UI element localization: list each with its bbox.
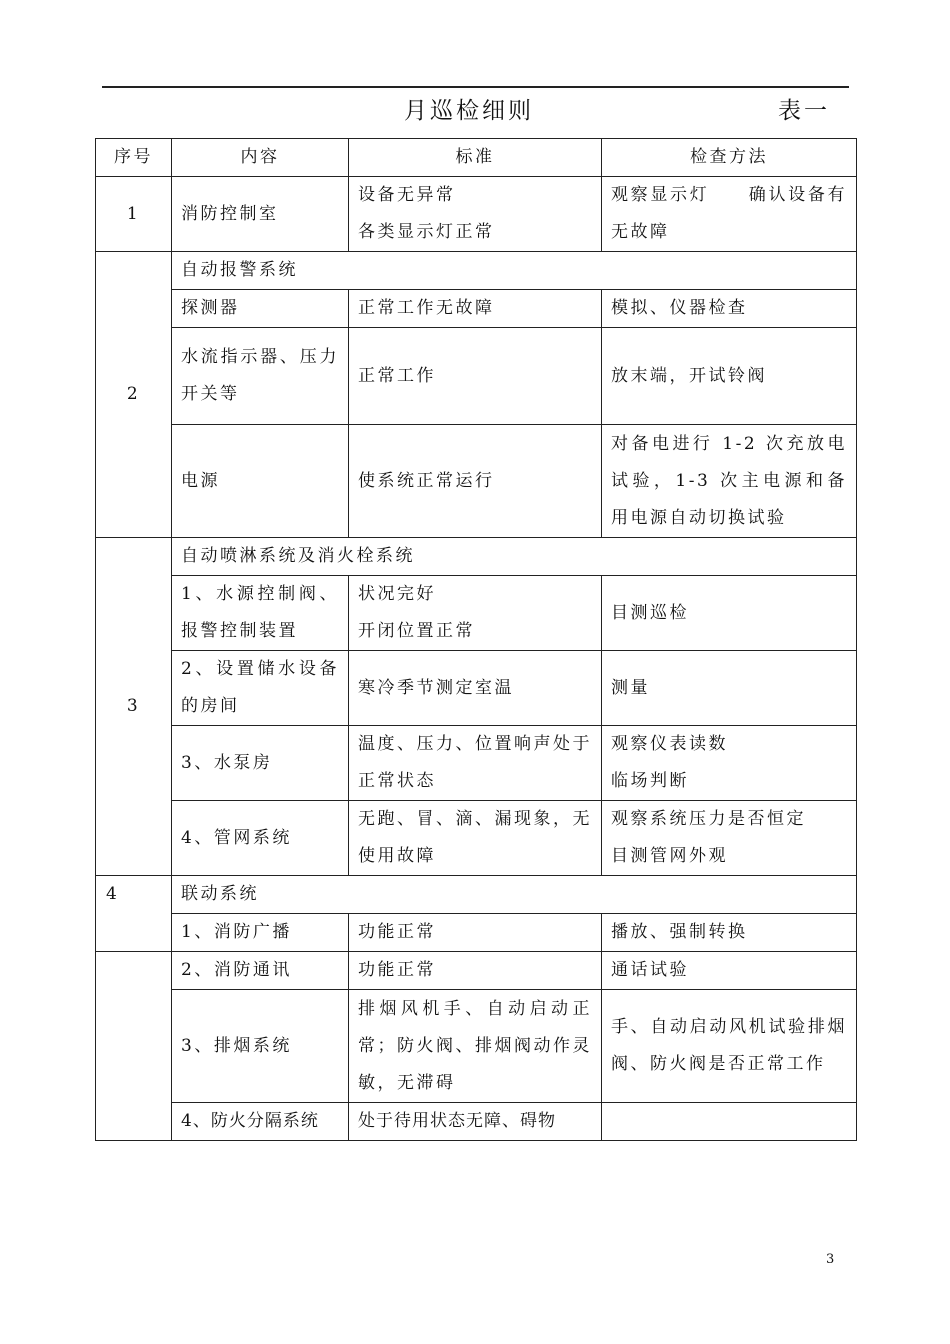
row-content: 3、水泵房 bbox=[172, 726, 349, 801]
table-row bbox=[96, 952, 857, 990]
header-standard: 标准 bbox=[349, 139, 602, 177]
header-method: 检查方法 bbox=[602, 139, 857, 177]
section-title: 联动系统 bbox=[172, 876, 857, 914]
row-method: 对备电进行 1-2 次充放电试验，1-3 次主电源和备用电源自动切换试验 bbox=[602, 425, 857, 538]
row-content: 探测器 bbox=[172, 290, 349, 328]
section-title: 自动喷淋系统及消火栓系统 bbox=[172, 538, 857, 576]
row-method: 观察系统压力是否恒定 目测管网外观 bbox=[602, 801, 857, 876]
row-standard: 正常工作 bbox=[349, 328, 602, 425]
table-row bbox=[96, 177, 857, 252]
row-standard: 设备无异常 各类显示灯正常 bbox=[349, 177, 602, 252]
section-seq: 2 bbox=[96, 252, 172, 538]
row-method: 通话试验 bbox=[602, 952, 857, 990]
row-content: 4、防火分隔系统 bbox=[172, 1103, 349, 1141]
row-method: 目测巡检 bbox=[602, 576, 857, 651]
page-title: 月巡检细则 bbox=[404, 98, 534, 124]
row-standard: 使系统正常运行 bbox=[349, 425, 602, 538]
document-title-bar bbox=[0, 92, 950, 126]
page-number: 3 bbox=[826, 1252, 835, 1267]
row-content: 2、设置储水设备的房间 bbox=[172, 651, 349, 726]
row-method: 观察显示灯 确认设备有无故障 bbox=[602, 177, 857, 252]
table-row bbox=[96, 328, 857, 425]
row-seq: 1 bbox=[96, 177, 172, 252]
row-standard: 功能正常 bbox=[349, 952, 602, 990]
row-content: 3、排烟系统 bbox=[172, 990, 349, 1103]
row-content: 电源 bbox=[172, 425, 349, 538]
row-method bbox=[602, 1103, 857, 1141]
row-method: 播放、强制转换 bbox=[602, 914, 857, 952]
table-row bbox=[96, 425, 857, 538]
section-title: 自动报警系统 bbox=[172, 252, 857, 290]
table-number-label: 表一 bbox=[778, 98, 830, 124]
row-method: 测量 bbox=[602, 651, 857, 726]
table-row bbox=[96, 1103, 857, 1141]
table-row bbox=[96, 990, 857, 1103]
row-method: 手、自动启动风机试验排烟阀、防火阀是否正常工作 bbox=[602, 990, 857, 1103]
row-content: 消防控制室 bbox=[172, 177, 349, 252]
row-standard: 寒冷季节测定室温 bbox=[349, 651, 602, 726]
row-standard: 温度、压力、位置响声处于正常状态 bbox=[349, 726, 602, 801]
row-content: 1、消防广播 bbox=[172, 914, 349, 952]
row-standard: 状况完好 开闭位置正常 bbox=[349, 576, 602, 651]
row-standard: 处于待用状态无障、碍物 bbox=[349, 1103, 602, 1141]
table-row bbox=[96, 290, 857, 328]
table-header-row bbox=[96, 139, 857, 177]
section-seq: 3 bbox=[96, 538, 172, 876]
row-standard: 排烟风机手、自动启动正常；防火阀、排烟阀动作灵敏，无滞碍 bbox=[349, 990, 602, 1103]
section-row bbox=[96, 538, 857, 576]
row-content: 水流指示器、压力开关等 bbox=[172, 328, 349, 425]
row-content: 1、水源控制阀、报警控制装置 bbox=[172, 576, 349, 651]
row-method: 放末端，开试铃阀 bbox=[602, 328, 857, 425]
row-standard: 无跑、冒、滴、漏现象，无使用故障 bbox=[349, 801, 602, 876]
row-content: 4、管网系统 bbox=[172, 801, 349, 876]
header-content: 内容 bbox=[172, 139, 349, 177]
table-row bbox=[96, 801, 857, 876]
inspection-table bbox=[95, 138, 857, 1141]
row-standard: 正常工作无故障 bbox=[349, 290, 602, 328]
section-row bbox=[96, 876, 857, 914]
table-row bbox=[96, 726, 857, 801]
table-row bbox=[96, 576, 857, 651]
table-row bbox=[96, 914, 857, 952]
row-seq-empty bbox=[96, 952, 172, 1141]
header-seq: 序号 bbox=[96, 139, 172, 177]
row-standard: 功能正常 bbox=[349, 914, 602, 952]
table-row bbox=[96, 651, 857, 726]
row-method: 模拟、仪器检查 bbox=[602, 290, 857, 328]
header-rule bbox=[102, 86, 849, 88]
section-row bbox=[96, 252, 857, 290]
row-method: 观察仪表读数 临场判断 bbox=[602, 726, 857, 801]
row-content: 2、消防通讯 bbox=[172, 952, 349, 990]
section-seq: 4 bbox=[96, 876, 172, 952]
